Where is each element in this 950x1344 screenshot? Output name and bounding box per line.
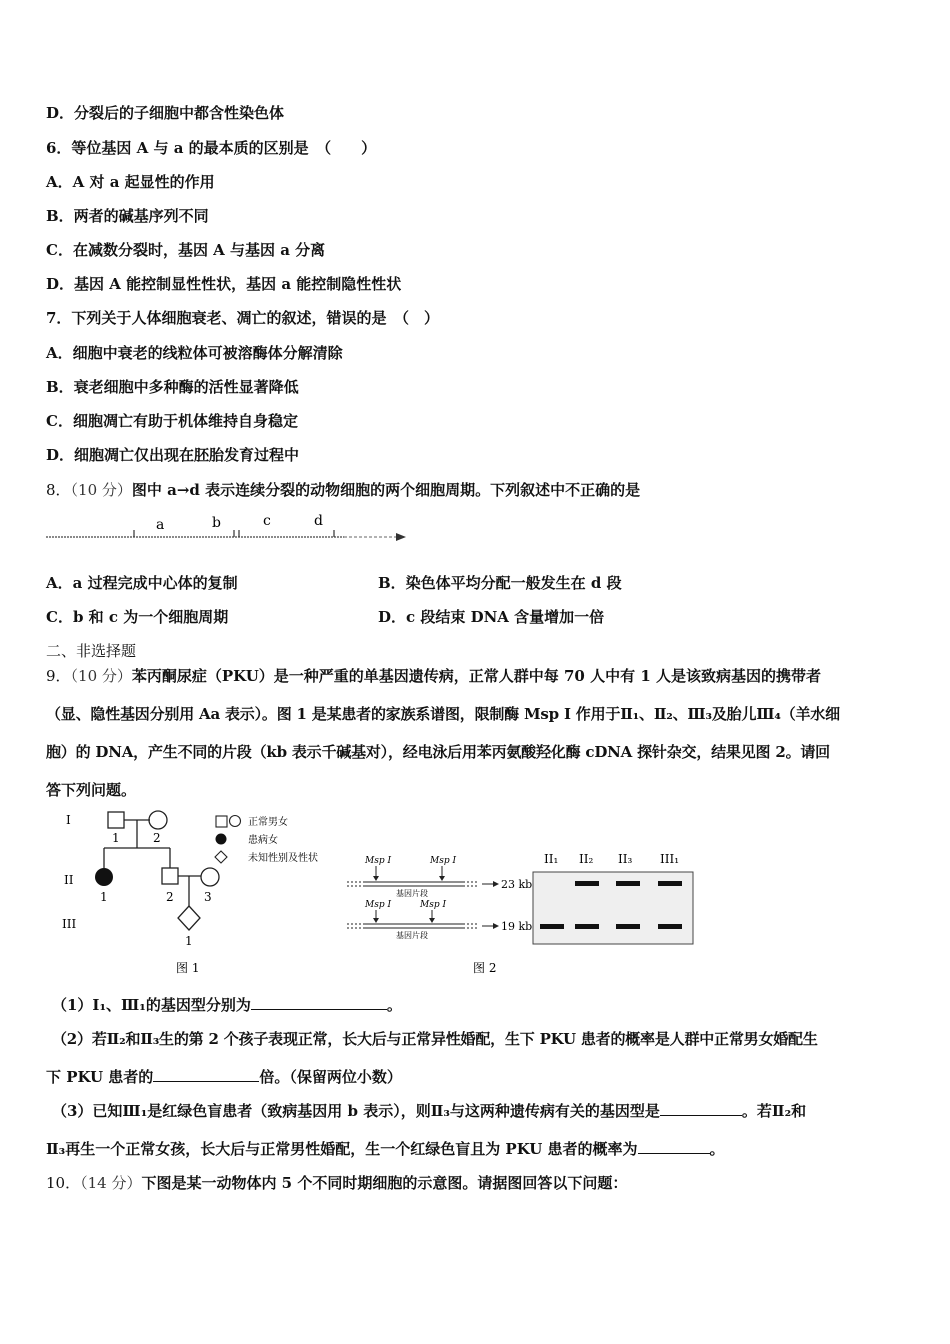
q8-option-a: A．a 过程完成中心体的复制 xyxy=(46,574,238,592)
legend-affected-icon xyxy=(216,834,227,845)
answer-blank-1[interactable] xyxy=(251,995,387,1010)
legend-unknown: 未知性别及性状 xyxy=(248,853,318,864)
band-ii2-23kb xyxy=(575,881,599,886)
q9-sub3-line1 xyxy=(52,1100,806,1121)
answer-blank-3[interactable] xyxy=(660,1101,742,1116)
q9-intro-line3: 胞）的 DNA，产生不同的片段（kb 表示千碱基对），经电泳后用苯丙氨酸羟化酶 cDNA 探针杂交，结果见图 2。请回 xyxy=(46,743,830,761)
band-ii1-19kb xyxy=(540,924,564,929)
q7-option-c: C．细胞凋亡有助于机体维持自身稳定 xyxy=(46,412,298,430)
q9-score: （10 分） xyxy=(70,667,132,685)
q9-sub2-line2 xyxy=(46,1066,402,1087)
q7-option-d: D．细胞凋亡仅出现在胚胎发育过程中 xyxy=(46,446,300,464)
fragment-label: 基因片段 xyxy=(396,931,428,940)
band-iii1-23kb xyxy=(658,881,682,886)
enzyme-label: Msp I xyxy=(365,856,392,866)
q10-stem xyxy=(46,1172,627,1193)
electrophoresis-figure xyxy=(345,846,700,978)
q9-sub3-text: （3）已知Ⅲ₁是红绿色盲患者（致病基因用 b 表示），则Ⅱ₃与这两种遗传病有关的基因型是 xyxy=(52,1102,660,1120)
pedigree-male-i1 xyxy=(108,812,124,828)
q5-option-d: D．分裂后的子细胞中都含性染色体 xyxy=(46,104,285,122)
section-heading: 二、非选择题 xyxy=(46,642,137,660)
pedigree-female-ii3 xyxy=(201,868,219,886)
lane-label: II₂ xyxy=(579,852,594,866)
q8-number: 8． xyxy=(46,481,71,499)
pedigree-num: 1 xyxy=(100,890,108,904)
pedigree-affected-female-ii1 xyxy=(95,868,113,886)
enzyme-label: Msp I xyxy=(420,900,447,910)
q6-option-b: B．两者的碱基序列不同 xyxy=(46,207,209,225)
pedigree-num: 1 xyxy=(112,831,120,845)
q6-option-a: A．A 对 a 起显性的作用 xyxy=(46,173,215,191)
q7-option-a: A．细胞中衰老的线粒体可被溶酶体分解清除 xyxy=(46,344,343,362)
legend-male-icon xyxy=(216,816,227,827)
legend-affected: 患病女 xyxy=(248,835,278,846)
enzyme-label: Msp I xyxy=(430,856,457,866)
q9-sub1-end: 。 xyxy=(386,996,402,1014)
q8-option-c: C．b 和 c 为一个细胞周期 xyxy=(46,608,229,626)
figure2-caption: 图 2 xyxy=(473,961,497,975)
band-ii2-19kb xyxy=(575,924,599,929)
answer-blank-2[interactable] xyxy=(153,1067,259,1082)
q8-option-d: D．c 段结束 DNA 含量增加一倍 xyxy=(378,608,605,626)
q9-number: 9． xyxy=(46,667,71,685)
q10-number: 10． xyxy=(46,1174,81,1192)
q6-option-c: C．在减数分裂时，基因 A 与基因 a 分离 xyxy=(46,241,326,259)
segment-label-b: b xyxy=(212,515,221,531)
size-label-19kb: 19 kb xyxy=(501,920,533,933)
pedigree-num: 1 xyxy=(185,934,193,948)
q8-score: （10 分） xyxy=(70,481,132,499)
q9-sub1-text: （1）I₁、Ⅲ₁的基因型分别为 xyxy=(52,996,251,1014)
q7-option-b: B．衰老细胞中多种酶的活性显著降低 xyxy=(46,378,299,396)
q10-stem-text: 下图是某一动物体内 5 个不同时期细胞的示意图。请据图回答以下问题： xyxy=(141,1174,628,1192)
pedigree-num: 2 xyxy=(166,890,174,904)
generation-label-iii: III xyxy=(62,917,77,931)
q8-stem xyxy=(46,479,640,500)
q9-intro-line4: 答下列问题。 xyxy=(46,781,137,799)
segment-label-a: a xyxy=(156,517,165,533)
band-iii1-19kb xyxy=(658,924,682,929)
pedigree-female-i2 xyxy=(149,811,167,829)
q8-stem-text: 图中 a→d 表示连续分裂的动物细胞的两个细胞周期。下列叙述中不正确的是 xyxy=(131,481,641,499)
generation-label-i: I xyxy=(66,813,71,827)
lane-label: II₁ xyxy=(544,852,559,866)
legend-unknown-icon xyxy=(215,851,227,863)
pedigree-figure xyxy=(60,808,350,978)
q7-stem: 7．下列关于人体细胞衰老、凋亡的叙述，错误的是 （ ） xyxy=(46,309,439,327)
q9-intro-line2: （显、隐性基因分别用 Aa 表示）。图 1 是某患者的家族系谱图，限制酶 Msp I 作用于Ⅱ₁、Ⅱ₂、Ⅲ₃及胎儿Ⅲ₄（羊水细 xyxy=(46,705,840,723)
q9-sub3-end: 。 xyxy=(709,1140,725,1158)
figure1-caption: 图 1 xyxy=(176,961,200,975)
q9-sub3-mid: 。若Ⅱ₂和 xyxy=(741,1102,807,1120)
segment-label-c: c xyxy=(263,513,271,529)
generation-label-ii: II xyxy=(64,873,74,887)
legend-normal: 正常男女 xyxy=(248,817,288,828)
q8-option-b: B．染色体平均分配一般发生在 d 段 xyxy=(378,574,622,592)
lane-label: II₃ xyxy=(618,852,633,866)
cell-cycle-diagram xyxy=(44,508,414,548)
q9-sub3-line2 xyxy=(46,1138,725,1159)
q6-stem: 6．等位基因 A 与 a 的最本质的区别是 （ ） xyxy=(46,139,377,157)
pedigree-num: 3 xyxy=(204,890,212,904)
q9-sub2-line1: （2）若Ⅱ₂和Ⅱ₃生的第 2 个孩子表现正常，长大后与正常异性婚配，生下 PKU 患者的概率是人群中正常男女婚配生 xyxy=(52,1030,818,1048)
legend-female-icon xyxy=(230,816,241,827)
band-ii3-19kb xyxy=(616,924,640,929)
enzyme-label: Msp I xyxy=(365,900,392,910)
pedigree-male-ii2 xyxy=(162,868,178,884)
band-ii3-23kb xyxy=(616,881,640,886)
q9-sub1 xyxy=(52,994,402,1015)
q9-sub2-text: 下 PKU 患者的 xyxy=(46,1068,154,1086)
arrow-head xyxy=(396,533,406,541)
q9-sub3-text2: Ⅱ₃再生一个正常女孩，长大后与正常男性婚配，生一个红绿色盲且为 PKU 患者的概率为 xyxy=(46,1140,638,1158)
pedigree-unknown-iii1 xyxy=(178,906,200,930)
lane-label: III₁ xyxy=(660,852,680,866)
q10-score: （14 分） xyxy=(80,1174,142,1192)
q9-intro-line1 xyxy=(46,665,821,686)
fragment-label: 基因片段 xyxy=(396,889,428,898)
q9-sub2-end: 倍。（保留两位小数） xyxy=(259,1068,402,1086)
answer-blank-4[interactable] xyxy=(638,1139,710,1154)
pedigree-num: 2 xyxy=(153,831,161,845)
q6-option-d: D．基因 A 能控制显性性状，基因 a 能控制隐性性状 xyxy=(46,275,402,293)
q9-intro-text1: 苯丙酮尿症（PKU）是一种严重的单基因遗传病，正常人群中每 70 人中有 1 人是该致病基因的携带者 xyxy=(131,667,821,685)
segment-label-d: d xyxy=(314,513,323,529)
size-label-23kb: 23 kb xyxy=(501,878,533,891)
